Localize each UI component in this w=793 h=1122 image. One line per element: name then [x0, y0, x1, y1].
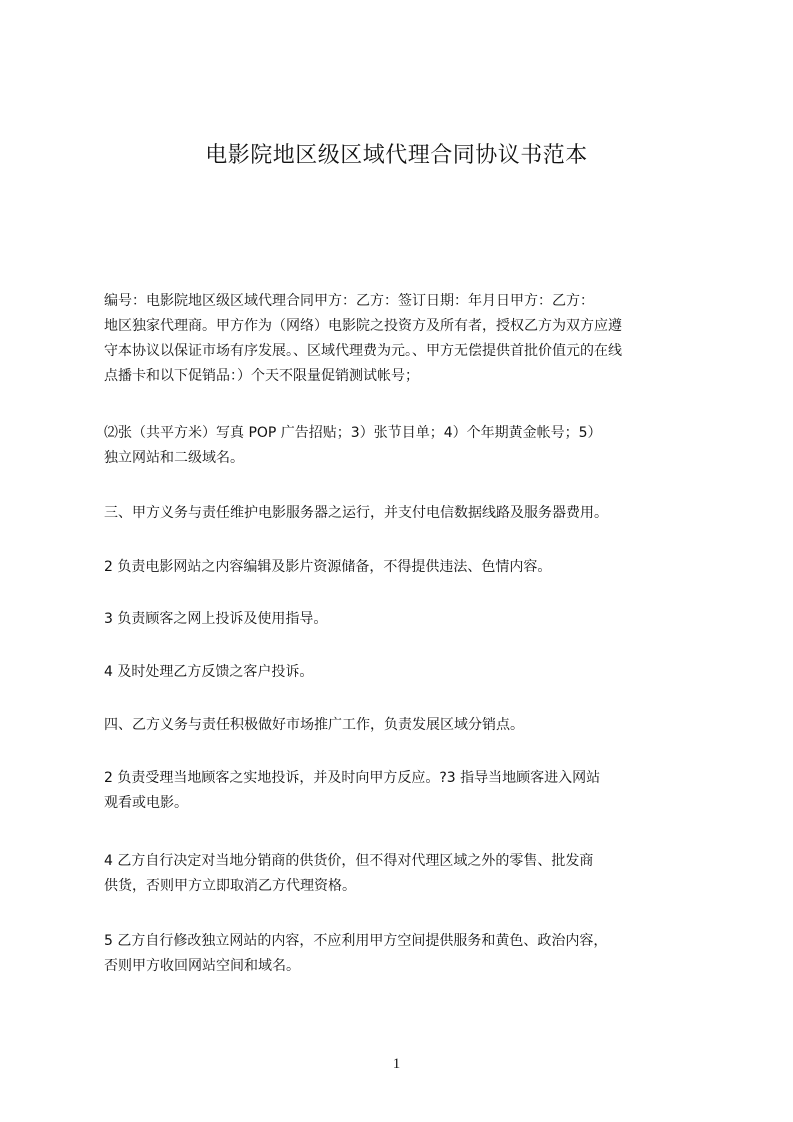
text-line: 否则甲方收回网站空间和域名。 [104, 958, 300, 974]
text-line: 观看或电影。 [104, 795, 188, 811]
paragraph-item-4 [104, 660, 704, 685]
paragraph-promotional-items [104, 421, 704, 471]
text-line: 地区独家代理商。甲方作为（网络）电影院之投资方及所有者，授权乙方为双方应遵 [104, 318, 622, 334]
text-line: 三、甲方义务与责任维护电影服务器之运行，并支付电信数据线路及服务器费用。 [104, 505, 608, 521]
text-line: 供货，否则甲方立即取消乙方代理资格。 [104, 878, 356, 894]
text-line: 独立网站和二级域名。 [104, 450, 244, 466]
text-line: 4 及时处理乙方反馈之客户投诉。 [104, 664, 314, 680]
page-number: 1 [392, 1056, 401, 1072]
text-line: 5 乙方自行修改独立网站的内容，不应利用甲方空间提供服务和黄色、政治内容， [104, 933, 608, 949]
text-line: 2 负责受理当地顾客之实地投诉，并及时向甲方反应。?3 指导当地顾客进入网站 [104, 770, 601, 786]
text-line: 四、乙方义务与责任积极做好市场推广工作，负责发展区域分销点。 [104, 717, 524, 733]
text-line: 守本协议以保证市场有序发展。、区域代理费为元。、甲方无偿提供首批价值元的在线 [104, 343, 622, 359]
document-title: 电影院地区级区域代理合同协议书范本 [205, 143, 588, 168]
paragraph-contract-intro [104, 289, 704, 389]
text-line: ⑵张（共平方米）写真 POP 广告招贴；3）张节目单；4）个年期黄金帐号；5） [104, 425, 602, 441]
text-line: 2 负责电影网站之内容编辑及影片资源储备，不得提供违法、色情内容。 [104, 559, 552, 575]
paragraph-party-a-duties [104, 501, 704, 526]
paragraph-pricing [104, 849, 704, 899]
paragraph-website-content [104, 929, 704, 979]
text-line: 编号：电影院地区级区域代理合同甲方：乙方：签订日期：年月日甲方：乙方： [104, 293, 594, 309]
paragraph-item-2 [104, 555, 704, 580]
paragraph-item-3 [104, 607, 704, 632]
text-line: 3 负责顾客之网上投诉及使用指导。 [104, 611, 328, 627]
text-line: 4 乙方自行决定对当地分销商的供货价，但不得对代理区域之外的零售、批发商 [104, 853, 594, 869]
paragraph-local-complaints [104, 766, 704, 816]
paragraph-party-b-duties [104, 713, 704, 738]
text-line: 点播卡和以下促销品：）个天不限量促销测试帐号； [104, 368, 419, 384]
